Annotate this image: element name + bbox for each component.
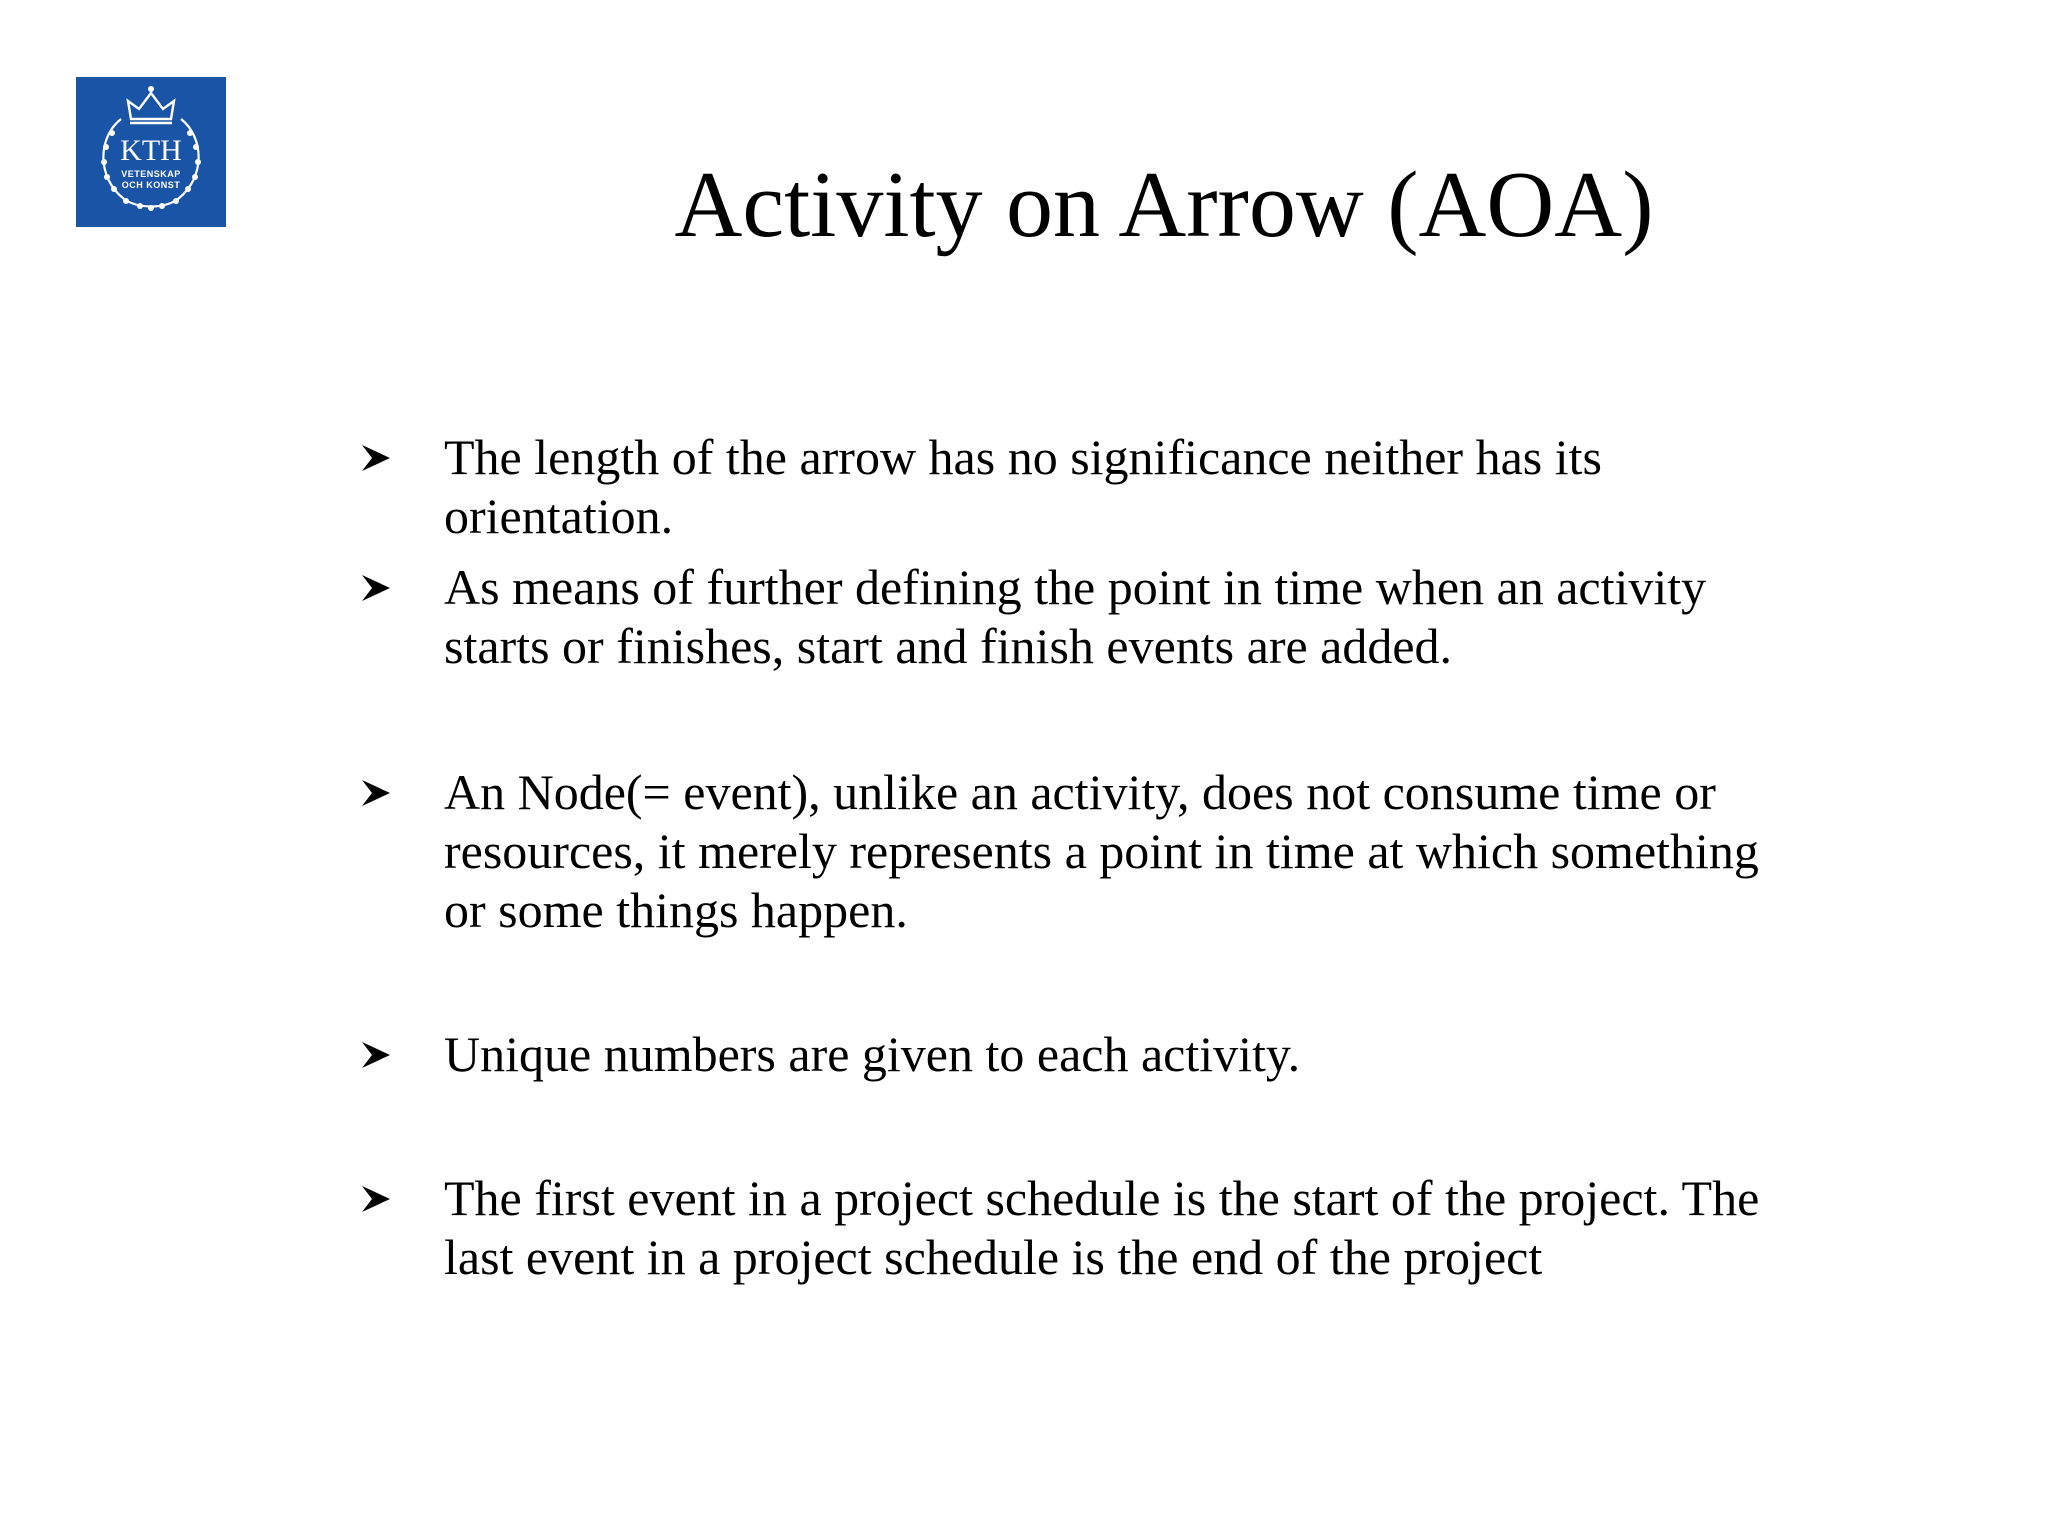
bullet-text: The length of the arrow has no significance neither has its orientation. — [444, 429, 1602, 544]
bullet-text: An Node(= event), unlike an activity, does not consume time or resources, it merely represents a point in time at which something or some things happen. — [444, 764, 1759, 938]
bullet-text: The first event in a project schedule is the start of the project. The last event in a project schedule is the end of the project — [444, 1170, 1760, 1285]
bullet-item — [360, 558, 1920, 676]
logo-text: KTH — [120, 134, 182, 167]
arrowhead-bullet-icon — [360, 763, 444, 822]
bullet-item — [360, 1025, 1920, 1084]
bullet-item — [360, 763, 1920, 940]
bullet-text: Unique numbers are given to each activity. — [444, 1026, 1301, 1082]
arrowhead-bullet-icon — [360, 428, 444, 487]
logo-subtext-2: OCH KONST — [121, 180, 181, 190]
arrowhead-bullet-icon — [360, 558, 444, 617]
slide-title: Activity on Arrow (AOA) — [674, 153, 1654, 257]
bullet-text: As means of further defining the point in time when an activity starts or finishes, start and finish events are added. — [444, 559, 1707, 674]
bullet-item — [360, 1169, 1920, 1287]
logo-subtext-1: VETENSKAP — [121, 169, 181, 179]
bullet-item — [360, 428, 1920, 546]
arrowhead-bullet-icon — [360, 1025, 444, 1084]
arrowhead-bullet-icon — [360, 1169, 444, 1228]
